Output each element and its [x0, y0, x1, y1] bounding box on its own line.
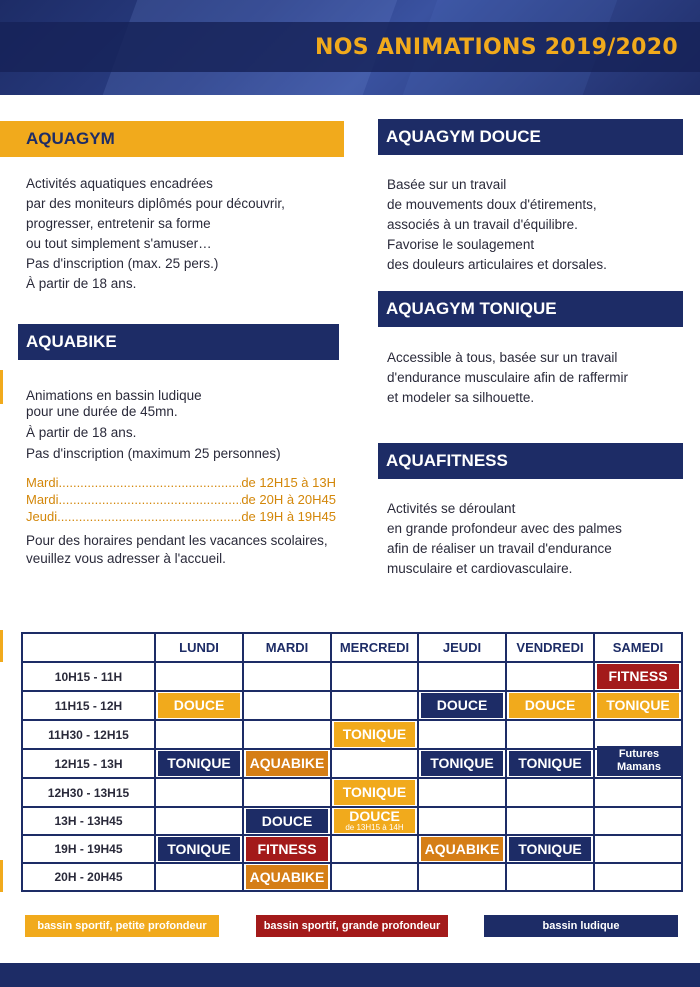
text-line: À partir de 18 ans. [26, 276, 137, 291]
time-slot: 19H - 19H45 [54, 842, 123, 856]
text-line: des douleurs articulaires et dorsales. [387, 257, 607, 272]
event-tonique: TONIQUE [597, 693, 679, 718]
time-slot: 20H - 20H45 [54, 870, 123, 884]
schedule-row [26, 474, 336, 491]
event-douce: DOUCE [246, 809, 328, 833]
text-line: Favorise le soulagement [387, 237, 535, 252]
text-line: Accessible à tous, basée sur un travail [387, 350, 618, 365]
schedule-day: Jeudi [26, 509, 58, 524]
day-header-mardi: MARDI [265, 640, 309, 655]
day-header-jeudi: JEUDI [442, 640, 482, 655]
schedule-day: Mardi [26, 475, 59, 490]
header-banner [0, 0, 700, 95]
section-title-aquagym: AQUAGYM [0, 121, 344, 157]
text-line: associés à un travail d'équilibre. [387, 217, 578, 232]
text-line: afin de réaliser un travail d'endurance [387, 541, 612, 556]
text-line: de mouvements doux d'étirements, [387, 197, 597, 212]
schedule-time: de 19H à 19H45 [241, 509, 336, 524]
event-fitness: FITNESS [246, 837, 328, 861]
footer-band [0, 963, 700, 987]
event-tonique: TONIQUE [334, 722, 415, 747]
leader-dots [57, 508, 241, 525]
text-line: Activités se déroulant [387, 501, 516, 516]
accent-mark [0, 370, 3, 404]
aquagym-tonique-description [387, 348, 628, 408]
text-line: d'endurance musculaire afin de raffermir [387, 370, 628, 385]
aquabike-holiday-note [26, 532, 328, 568]
text-line: et modeler sa silhouette. [387, 390, 535, 405]
aquafitness-description [387, 499, 622, 579]
event-tonique: TONIQUE [334, 780, 415, 805]
event-label: Futures [618, 748, 660, 760]
event-futures-mamans [597, 746, 681, 776]
event-douce: DOUCE [509, 693, 591, 718]
day-header-vendredi: VENDREDI [516, 640, 584, 655]
text-line: Activités aquatiques encadrées [26, 176, 213, 191]
text-line: Basée sur un travail [387, 177, 507, 192]
text-line: ou tout simplement s'amuser… [26, 236, 212, 251]
day-header-mercredi: MERCREDI [339, 640, 410, 655]
event-tonique: TONIQUE [158, 751, 240, 776]
accent-mark [0, 630, 3, 662]
event-douce: DOUCE [158, 693, 240, 718]
event-tonique: TONIQUE [158, 837, 240, 861]
text-line: progresser, entretenir sa forme [26, 216, 211, 231]
event-aquabike: AQUABIKE [246, 751, 328, 776]
page-title: NOS ANIMATIONS 2019/2020 [315, 35, 678, 60]
text-line: musculaire et cardiovasculaire. [387, 561, 573, 576]
time-slot: 13H - 13H45 [54, 814, 123, 828]
legend-grande-profondeur: bassin sportif, grande profondeur [256, 915, 448, 937]
event-label: DOUCE [349, 808, 400, 824]
event-tonique: TONIQUE [509, 751, 591, 776]
text-line: Pas d'inscription (max. 25 pers.) [26, 256, 219, 271]
grid-line [330, 634, 332, 890]
leader-dots [59, 491, 242, 508]
time-slot: 12H30 - 13H15 [47, 785, 130, 800]
grid-line [417, 634, 419, 890]
section-title-aquabike: AQUABIKE [18, 324, 339, 360]
text-line: en grande profondeur avec des palmes [387, 521, 622, 536]
leader-dots [59, 474, 242, 491]
time-slot: 11H15 - 12H [54, 698, 123, 713]
schedule-time: de 20H à 20H45 [241, 492, 336, 507]
aquagym-douce-description [387, 175, 607, 275]
event-douce: DOUCE [421, 693, 503, 718]
event-tonique: TONIQUE [421, 751, 503, 776]
event-tonique: TONIQUE [509, 837, 591, 861]
schedule-day: Mardi [26, 492, 59, 507]
grid-line [154, 634, 156, 890]
event-label: Mamans [616, 761, 662, 773]
text-line: pour une durée de 45mn. [26, 404, 178, 419]
aquabike-schedule [26, 474, 336, 525]
time-slot: 11H30 - 12H15 [48, 727, 129, 742]
day-header-lundi: LUNDI [179, 640, 219, 655]
legend-bassin-ludique: bassin ludique [484, 915, 678, 937]
day-header-samedi: SAMEDI [612, 640, 664, 655]
timetable [21, 632, 683, 892]
text-line: À partir de 18 ans. [26, 425, 137, 440]
text-line: Pour des horaires pendant les vacances scolaires, [26, 533, 328, 548]
grid-line [242, 634, 244, 890]
grid-line [593, 634, 595, 890]
aquagym-description [26, 174, 285, 294]
section-title-aquafitness: AQUAFITNESS [378, 443, 683, 479]
time-slot: 12H15 - 13H [54, 756, 123, 771]
section-title-aquagym-tonique: AQUAGYM TONIQUE [378, 291, 683, 327]
schedule-row [26, 508, 336, 525]
event-sublabel: de 13H15 à 14H [345, 823, 404, 832]
text-line: par des moniteurs diplômés pour découvrir, [26, 196, 285, 211]
event-aquabike: AQUABIKE [421, 837, 503, 861]
legend-petite-profondeur: bassin sportif, petite profondeur [25, 915, 219, 937]
aquabike-description [26, 386, 281, 463]
schedule-time: de 12H15 à 13H [241, 475, 336, 490]
text-line: Animations en bassin ludique [26, 388, 202, 403]
schedule-row [26, 491, 336, 508]
accent-mark [0, 860, 3, 892]
text-line: Pas d'inscription (maximum 25 personnes) [26, 446, 281, 461]
event-douce-late [334, 809, 415, 833]
grid-line [505, 634, 507, 890]
event-aquabike: AQUABIKE [246, 865, 328, 889]
text-line: veuillez vous adresser à l'accueil. [26, 551, 226, 566]
event-fitness: FITNESS [597, 664, 679, 689]
time-slot: 10H15 - 11H [54, 669, 123, 684]
section-title-aquagym-douce: AQUAGYM DOUCE [378, 119, 683, 155]
